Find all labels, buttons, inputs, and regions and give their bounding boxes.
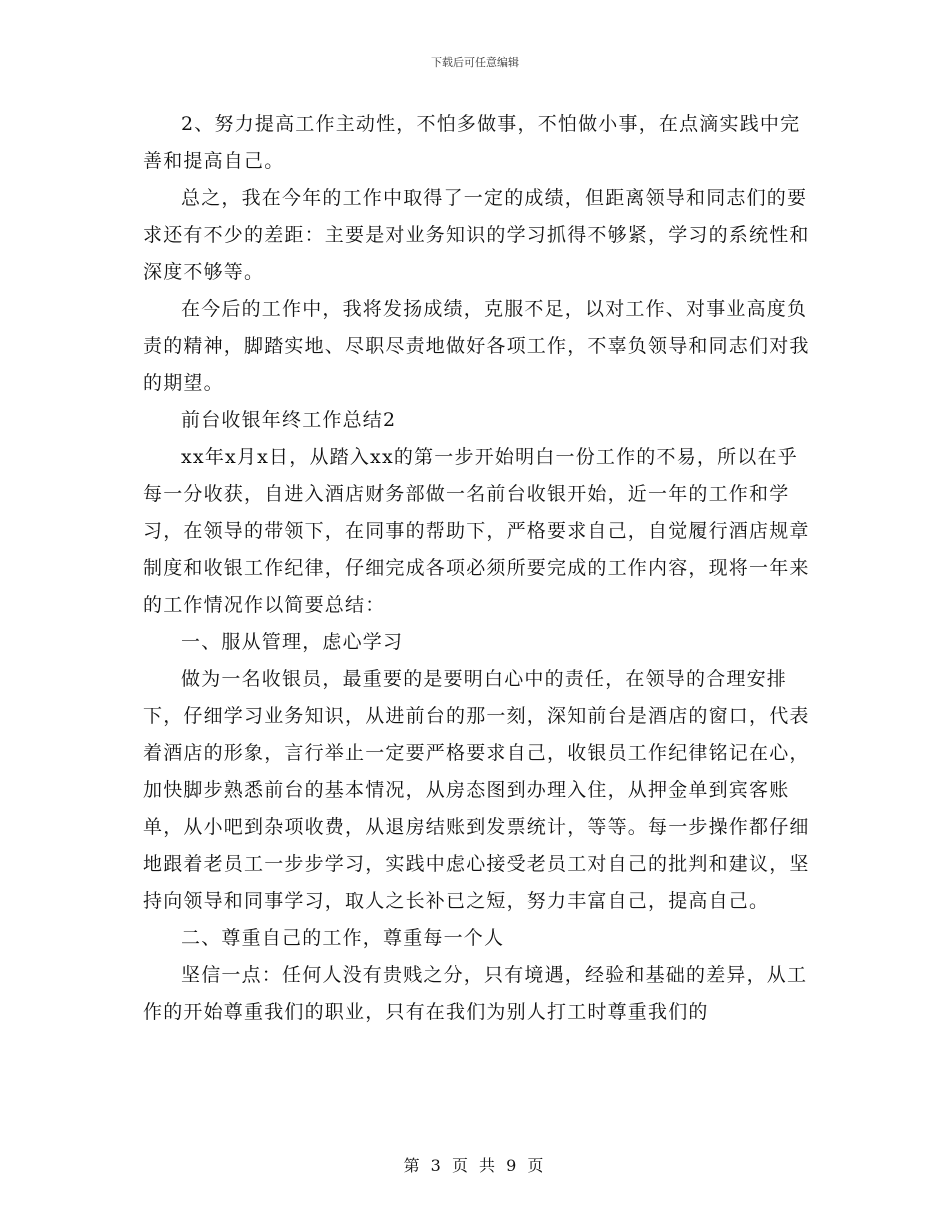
paragraph: 2、努力提高工作主动性，不怕多做事，不怕做小事，在点滴实践中完善和提高自己。 (143, 113, 801, 172)
paragraph: 总之，我在今年的工作中取得了一定的成绩，但距离领导和同志们的要求还有不少的差距：主要是对业务知识的学习抓得不够紧，学习的系统性和深度不够等。 (143, 187, 810, 283)
document-body (143, 106, 813, 1031)
section-title: 前台收银年终工作总结2 (181, 409, 397, 431)
paragraph: 在今后的工作中，我将发扬成绩，克服不足，以对工作、对事业高度负责的精神，脚踏实地、尽职尽责地做好各项工作，不辜负领导和同志们对我的期望。 (143, 298, 810, 394)
page-number: 第 3 页 共 9 页 (403, 1156, 547, 1175)
section-heading: 一、服从管理，虑心学习 (181, 631, 404, 653)
section-heading: 二、尊重自己的工作，尊重每一个人 (181, 927, 505, 949)
paragraph: xx年x月x日，从踏入xx的第一步开始明白一份工作的不易，所以在乎每一分收获，自进入酒店财务部做一名前台收银开始，近一年的工作和学习，在领导的带领下，在同事的帮助下，严格要求自己，自觉履行酒店规章制度和收银工作纪律，仔细完成各项必须所要完成的工作内容，现将一年来的工作情况作以简要总结： (143, 446, 810, 616)
paragraph: 坚信一点：任何人没有贵贱之分，只有境遇，经验和基础的差异，从工作的开始尊重我们的职业，只有在我们为别人打工时尊重我们的 (143, 964, 808, 1023)
paragraph: 做为一名收银员，最重要的是要明白心中的责任，在领导的合理安排下，仔细学习业务知识，从进前台的那一刻，深知前台是酒店的窗口，代表着酒店的形象，言行举止一定要严格要求自己，收银员工作纪律铭记在心，加快脚步熟悉前台的基本情况，从房态图到办理入住，从押金单到宾客账单，从小吧到杂项收费，从退房结账到发票统计，等等。每一步操作都仔细地跟着老员工一步步学习，实践中虑心接受老员工对自己的批判和建议，坚持向领导和同事学习，取人之长补已之短，努力丰富自己，提高自己。 (143, 668, 810, 912)
page-header: 下载后可任意编辑 (431, 56, 519, 69)
